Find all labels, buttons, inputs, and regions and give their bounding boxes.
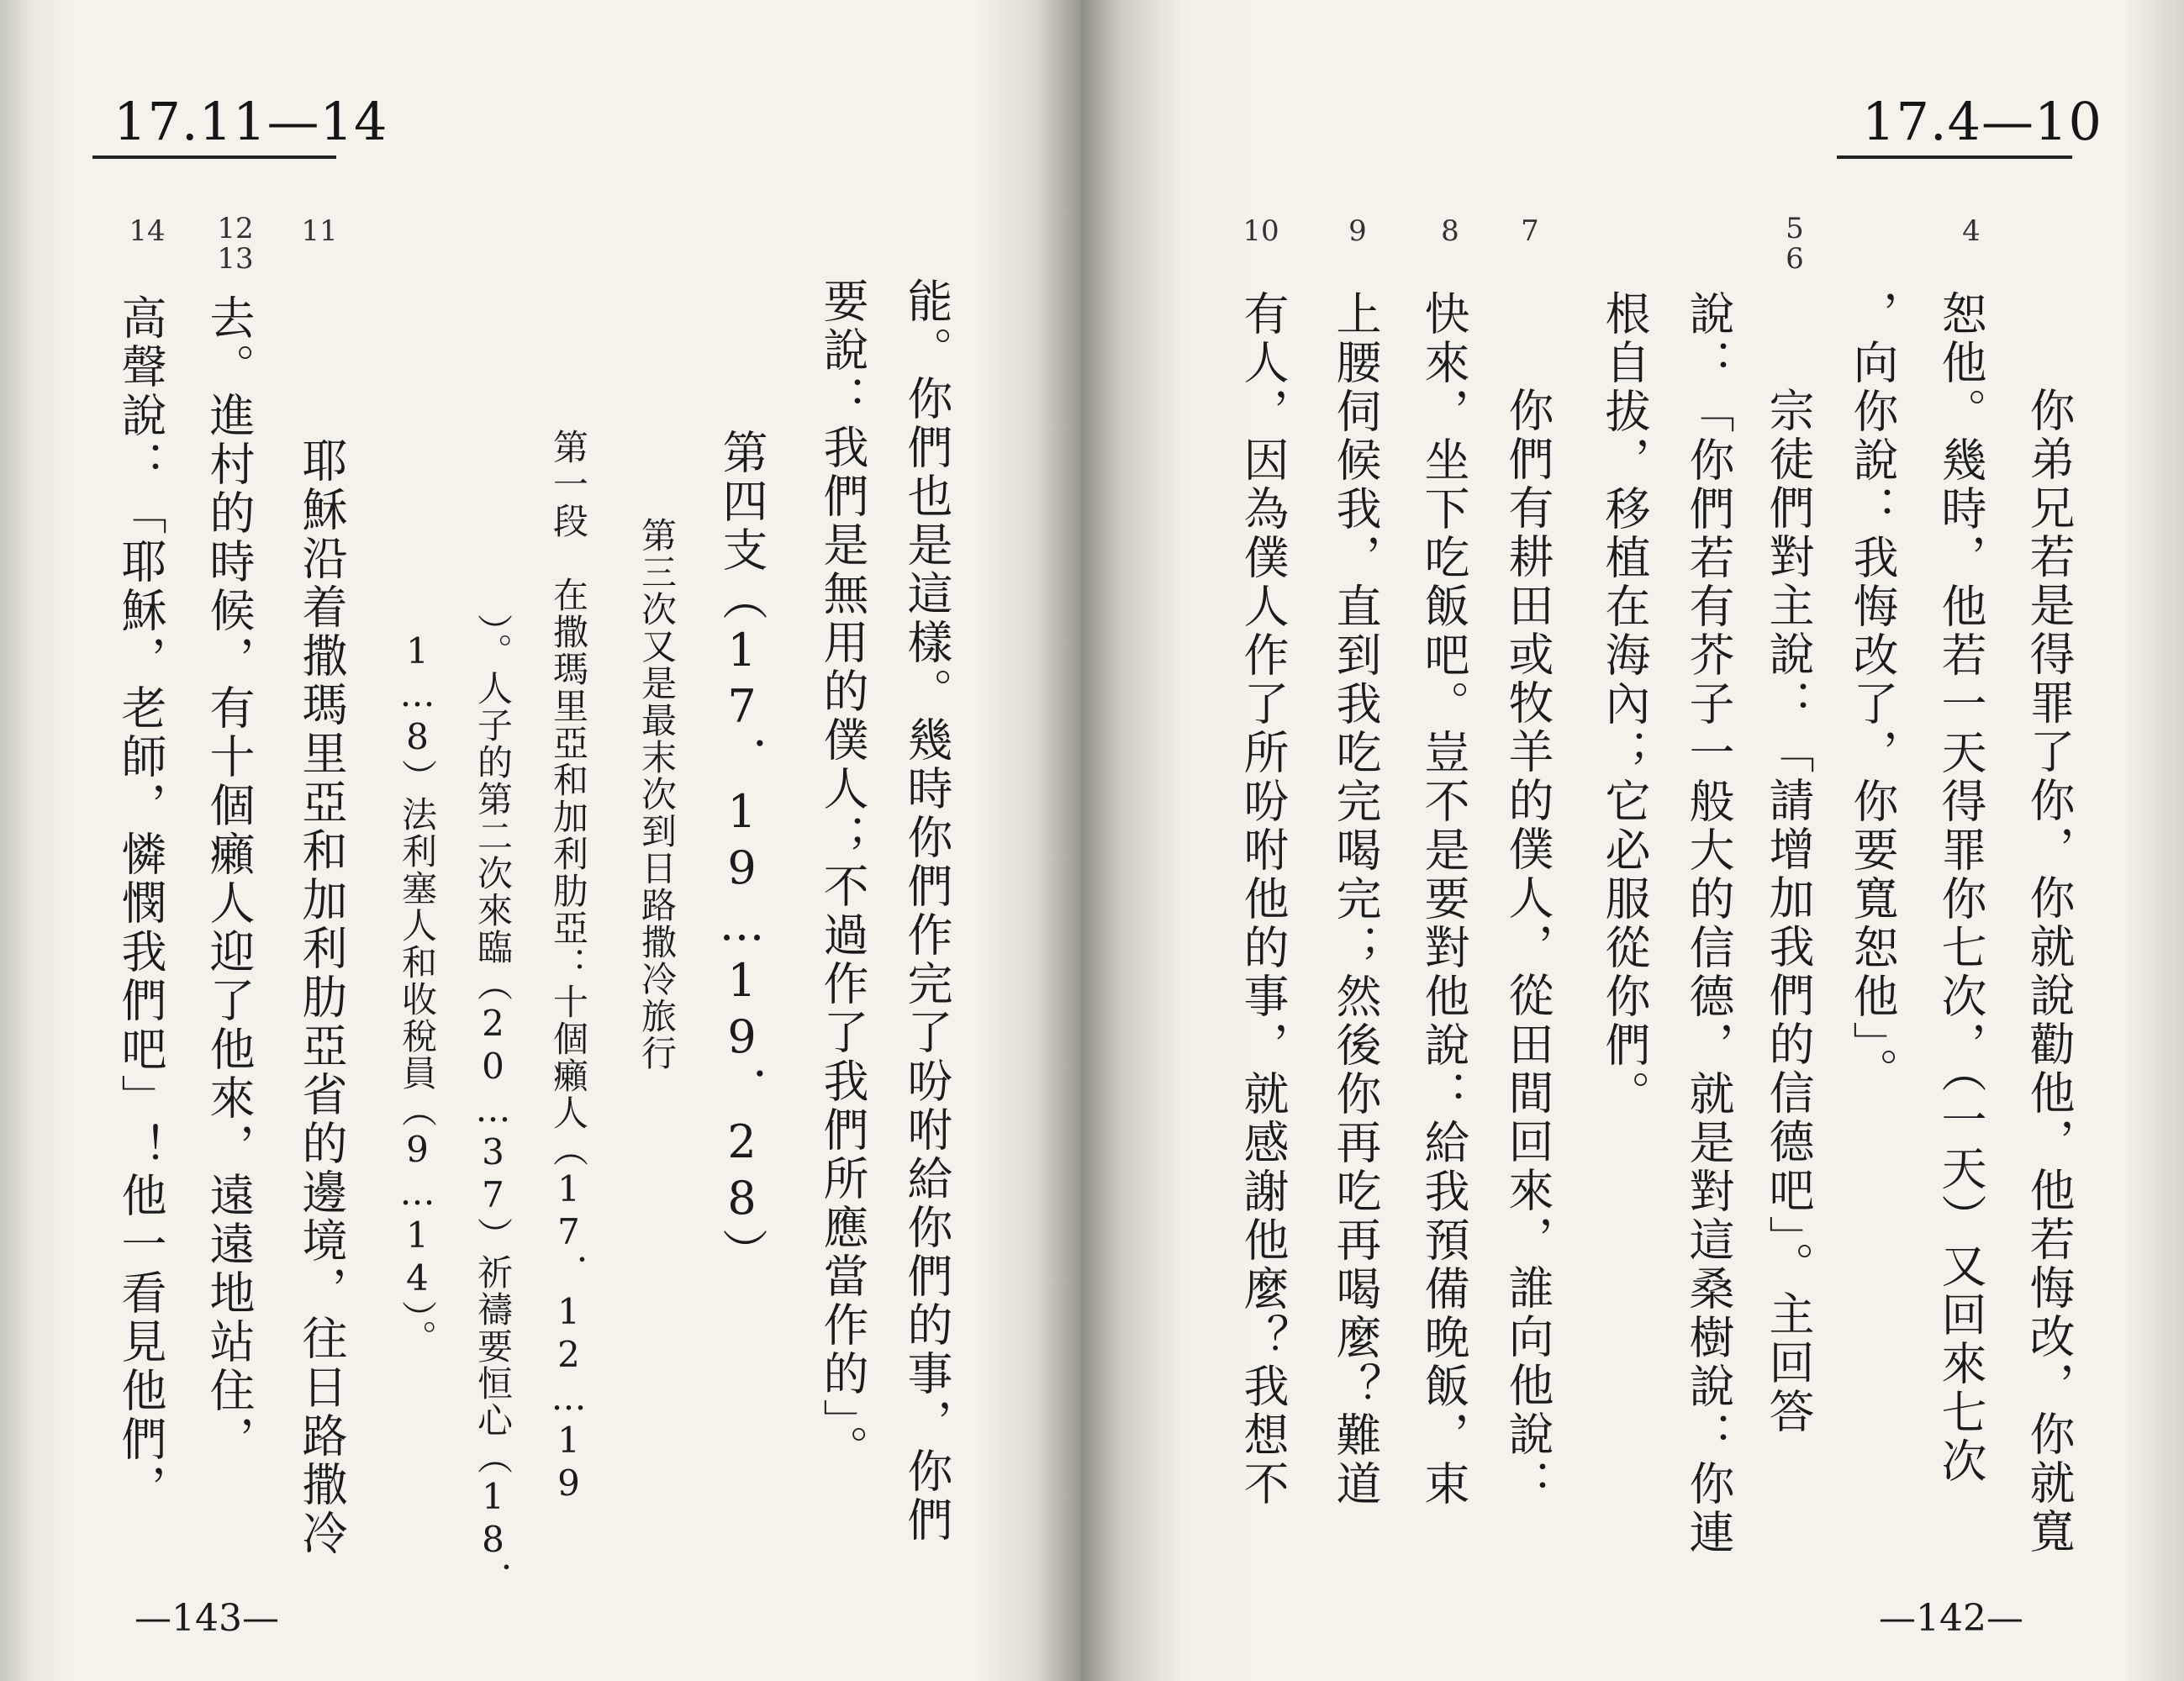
section-summary-line-3: 1…8）法利塞人和收稅員（9…14）。 [397, 630, 438, 1357]
left-page-number: —143— [135, 1597, 279, 1640]
left-header-rule [92, 155, 336, 159]
verse-number-9: 9 [1348, 214, 1367, 248]
text-line-7: 你們有耕田或牧羊的僕人，從田間回來，誰向他說： [1501, 387, 1554, 1508]
text-line-1: 能。你們也是這樣。幾時你們作完了吩咐給你們的事，你們 [900, 277, 953, 1545]
section-summary-line-1: 第一段 在撒瑪里亞和加利肋亞：十個癩人（17．12…19 [548, 429, 589, 1505]
text-line-3: 耶穌沿着撒瑪里亞和加利肋亞省的邊境，往日路撒冷 [295, 437, 348, 1558]
right-page-number: —142— [1879, 1597, 2023, 1640]
verse-number-14: 14 [129, 214, 166, 248]
right-page [1080, 0, 2184, 1681]
text-line-10: 有人，因為僕人作了所吩咐他的事，就感謝他麼？我想不 [1237, 290, 1290, 1509]
verse-number-8: 8 [1441, 214, 1459, 248]
right-page-header: 17.4—10 [1862, 91, 2102, 152]
text-line-4: 去。進村的時候，有十個癩人迎了他來，遠遠地站住， [203, 294, 256, 1464]
verse-number-5-6: 5 6 [1786, 212, 1804, 276]
left-page [0, 0, 1080, 1681]
text-line-2: 要說：我們是無用的僕人；不過作了我們所應當作的」。 [816, 277, 869, 1473]
text-line-5: 高聲說：「耶穌，老師，憐憫我們吧」！他一看見他們， [114, 294, 167, 1513]
text-line-5: 說：「你們若有芥子一般大的信德，就是對這桑樹說：你連 [1682, 290, 1735, 1557]
right-header-rule [1837, 155, 2072, 159]
left-page-header: 17.11—14 [113, 91, 388, 152]
text-line-8: 快來，坐下吃飯吧。豈不是要對他說：給我預備晚飯，束 [1417, 290, 1470, 1509]
section-subtitle: 第三次又是最末次到日路撒冷旅行 [636, 517, 678, 1072]
section-summary-line-2: ）。人子的第二次來臨（20…37）祈禱要恒心（18． [472, 614, 514, 1599]
verse-number-11: 11 [301, 214, 338, 248]
text-line-1: 你弟兄若是得罪了你，你就說勸他，他若悔改，你就寬 [2023, 387, 2076, 1557]
verse-number-12-13: 12 13 [217, 212, 254, 276]
verse-number-4: 4 [1962, 214, 1981, 248]
section-title: 第四支（17．19…19．28） [715, 429, 768, 1277]
text-line-4: 宗徒們對主說：「請增加我們的信德吧」。主回答 [1762, 387, 1815, 1436]
text-line-9: 上腰伺候我，直到我吃完喝完；然後你再吃再喝麼？難道 [1329, 290, 1382, 1509]
text-line-6: 根自拔，移植在海內；它必服從你們。 [1598, 290, 1651, 1119]
verse-number-7: 7 [1521, 214, 1539, 248]
text-line-2: 恕他。幾時，他若一天得罪你七次，（一天）又回來七次 [1934, 290, 1987, 1486]
verse-number-10: 10 [1242, 214, 1279, 248]
text-line-3: ，向你說：我悔改了，你要寬恕他」。 [1846, 290, 1899, 1096]
